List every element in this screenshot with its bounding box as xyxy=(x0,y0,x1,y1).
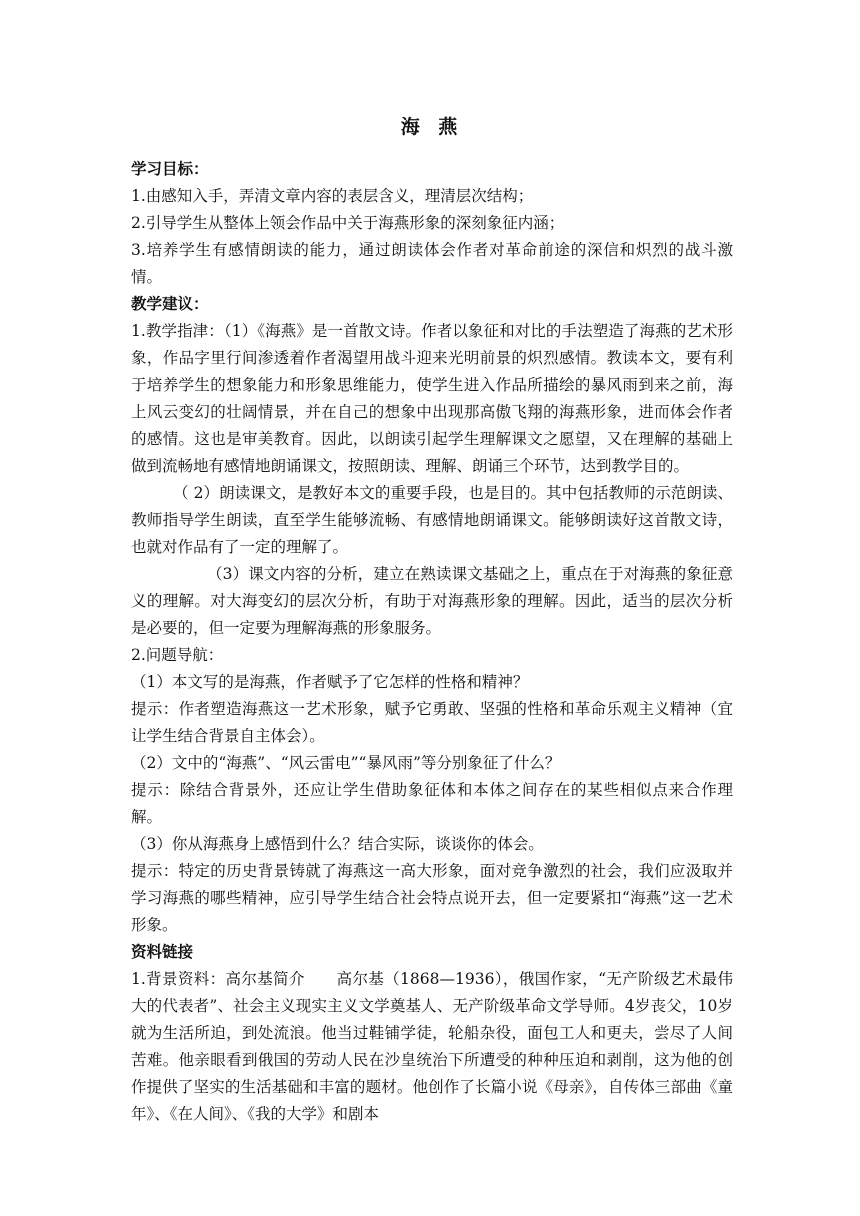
question-3: （3）你从海燕身上感悟到什么？结合实际，谈谈你的体会。 xyxy=(131,835,544,853)
objective-item-1: 1.由感知入手，弄清文章内容的表层含义，理清层次结构； xyxy=(131,187,534,205)
answer-hint-3: 提示：特定的历史背景铸就了海燕这一高大形象，面对竞争激烈的社会，我们应汲取并学习海燕的哪些精神，应引导学生结合社会特点说开去，但一定要紧扣“海燕”这一艺术形象。 xyxy=(131,862,733,934)
resources-heading: 资料链接 xyxy=(131,943,194,961)
document-page xyxy=(131,112,733,1128)
background-material-paragraph: 1.背景资料：高尔基简介 高尔基（1868—1936），俄国作家，“无产阶级艺术最伟大的代表者”、社会主义现实主义文学奠基人、无产阶级革命文学导师。4岁丧父，10岁就为生活所迫，到处流浪。他当过鞋铺学徒，轮船杂役，面包工人和更夫，尝尽了人间苦难。他亲眼看到俄国的劳动人民在沙皇统治下所遭受的种种压迫和剥削，这为他的创作提供了坚实的生活基础和丰富的题材。他创作了长篇小说《母亲》，自传体三部曲《童年》、《在人间》、《我的大学》和剧本 xyxy=(131,970,733,1123)
objectives-heading: 学习目标： xyxy=(131,160,209,178)
answer-hint-1: 提示：作者塑造海燕这一艺术形象，赋予它勇敢、坚强的性格和革命乐观主义精神（宜让学生结合背景自主体会）。 xyxy=(131,700,733,745)
objective-item-2: 2.引导学生从整体上领会作品中关于海燕形象的深刻象征内涵； xyxy=(131,214,565,232)
question-2: （2）文中的“海燕”、“风云雷电”“暴风雨”等分别象征了什么？ xyxy=(131,754,561,772)
answer-hint-2: 提示：除结合背景外，还应让学生借助象征体和本体之间存在的某些相似点来合作理解。 xyxy=(131,781,733,826)
suggestions-heading: 教学建议： xyxy=(131,295,209,313)
teaching-guide-paragraph-3: （3）课文内容的分析，建立在熟读课文基础之上，重点在于对海燕的象征意义的理解。对大海变幻的层次分析，有助于对海燕形象的理解。因此，适当的层次分析是必要的，但一定要为理解海燕的形象服务。 xyxy=(131,565,733,637)
question-1: （1）本文写的是海燕，作者赋予了它怎样的性格和精神？ xyxy=(131,673,529,691)
document-title: 海 燕 xyxy=(400,116,464,138)
question-navigation-heading: 2.问题导航： xyxy=(131,646,224,664)
objective-item-3: 3.培养学生有感情朗读的能力，通过朗读体会作者对革命前途的深信和炽烈的战斗激情。 xyxy=(131,241,733,286)
teaching-guide-paragraph-2: （ 2）朗读课文，是教好本文的重要手段，也是目的。其中包括教师的示范朗读、教师指导学生朗读，直至学生能够流畅、有感情地朗诵课文。能够朗读好这首散文诗，也就对作品有了一定的理解了。 xyxy=(131,484,733,556)
teaching-guide-paragraph-1: 1.教学指津：（1）《海燕》是一首散文诗。作者以象征和对比的手法塑造了海燕的艺术形象，作品字里行间渗透着作者渴望用战斗迎来光明前景的炽烈感情。教读本文，要有利于培养学生的想象能力和形象思维能力，使学生进入作品所描绘的暴风雨到来之前，海上风云变幻的壮阔情景，并在自己的想象中出现那高傲飞翔的海燕形象，进而体会作者的感情。这也是审美教育。因此，以朗读引起学生理解课文之愿望，又在理解的基础上做到流畅地有感情地朗诵课文，按照朗读、理解、朗诵三个环节，达到教学目的。 xyxy=(131,322,733,475)
